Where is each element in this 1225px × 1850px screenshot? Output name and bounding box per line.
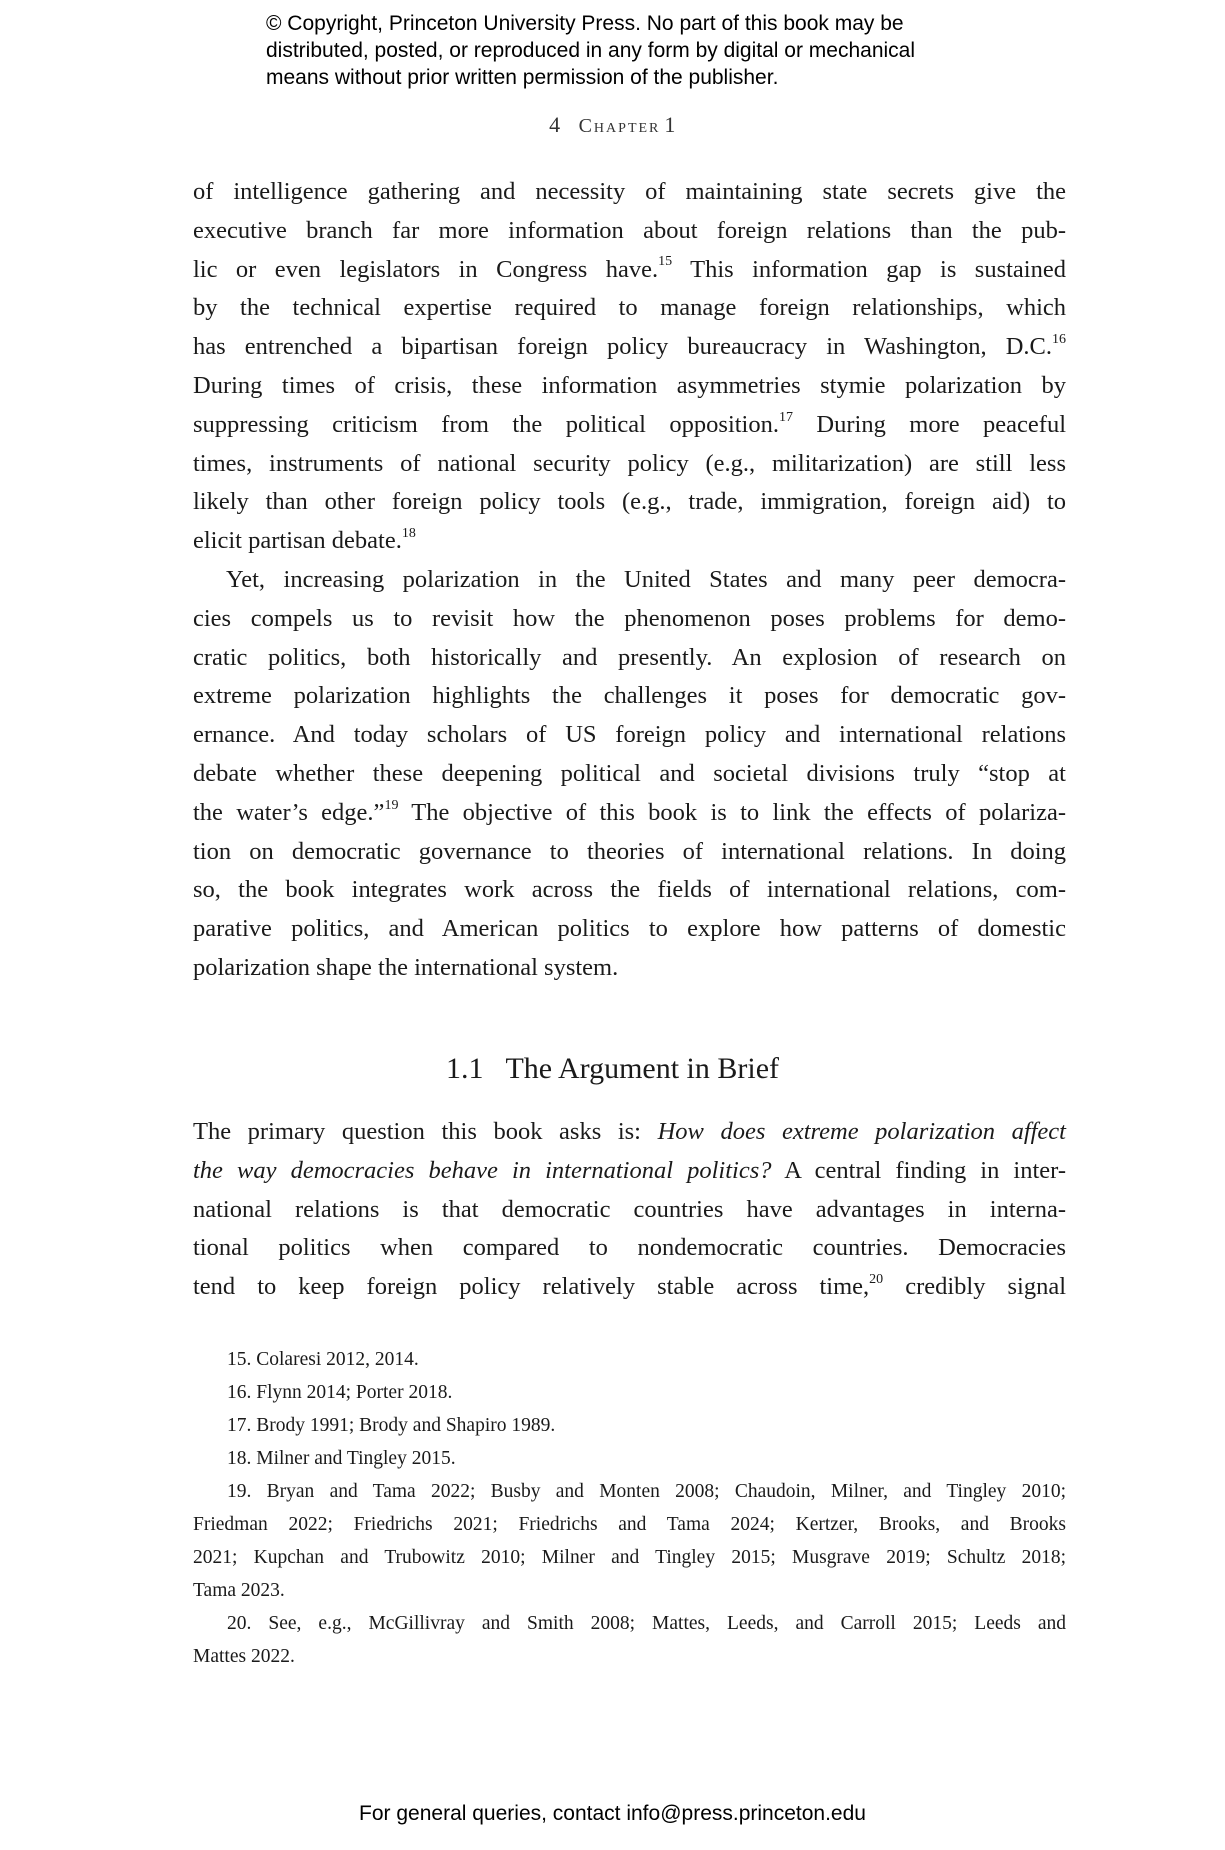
footnote-ref-18[interactable]: 18 (401, 526, 416, 542)
text-segment: suppressing criticism from the political opposition. (193, 410, 779, 438)
text-segment: elicit partisan debate. (193, 527, 402, 555)
text-line: so, the book integrates work across the fields of international relations, com- (193, 876, 1066, 904)
text-line (193, 1268, 1066, 1307)
section-number: 1.1 (445, 1052, 484, 1085)
page-number: 4 (549, 112, 561, 137)
text-line: tion on democratic governance to theories of international relations. In doing (193, 837, 1066, 865)
text-line (193, 522, 1066, 561)
copyright-line: distributed, posted, or reproduced in any form by digital or mechanical (266, 39, 916, 62)
footnote-19-cont: 2021; Kupchan and Trubowitz 2010; Milner and Tingley 2015; Musgrave 2019; Schultz 2018; (193, 1547, 1066, 1568)
text-segment: During more peaceful (793, 410, 1067, 438)
footnote-17: 17. Brody 1991; Brody and Shapiro 1989. (227, 1415, 556, 1436)
text-segment: has entrenched a bipartisan foreign policy bureaucracy in Washington, D.C. (193, 333, 1052, 361)
text-segment: the water’s edge.” (193, 798, 385, 826)
section-title: The Argument in Brief (505, 1052, 780, 1085)
text-line: extreme polarization highlights the challenges it poses for democratic gov- (193, 682, 1066, 710)
text-line: parative politics, and American politics to explore how patterns of domestic (193, 915, 1066, 943)
text-line: tional politics when compared to nondemocratic countries. Democracies (193, 1234, 1066, 1262)
italic-question: How does extreme polarization affect (657, 1118, 1066, 1145)
text-line: of intelligence gathering and necessity of maintaining state secrets give the (193, 178, 1066, 205)
footnote-19: 19. Bryan and Tama 2022; Busby and Monten 2008; Chaudoin, Milner, and Tingley 2010; (227, 1481, 1066, 1502)
text-line (193, 328, 1066, 367)
text-segment: credibly signal (883, 1273, 1066, 1301)
footnote-ref-15[interactable]: 15 (658, 254, 673, 270)
text-line: likely than other foreign policy tools (e.g., trade, immigration, foreign aid) to (193, 488, 1066, 516)
copyright-notice (266, 10, 966, 91)
text-segment: The objective of this book is to link the effects of polariza- (398, 798, 1066, 826)
footnote-ref-20[interactable]: 20 (869, 1272, 884, 1288)
footnote-15: 15. Colaresi 2012, 2014. (227, 1349, 419, 1370)
paragraph-2 (193, 561, 1066, 988)
footer-contact: For general queries, contact info@press.princeton.edu (359, 1802, 866, 1825)
footnote-20-cont: Mattes 2022. (193, 1646, 295, 1667)
text-line (193, 1113, 1066, 1152)
footnote-18: 18. Milner and Tingley 2015. (227, 1448, 456, 1469)
text-segment: lic or even legislators in Congress have. (193, 255, 659, 283)
footnote-ref-17[interactable]: 17 (779, 409, 793, 425)
section-heading (0, 1052, 1225, 1086)
text-line: cies compels us to revisit how the phenomenon poses problems for demo- (193, 604, 1066, 632)
footnote-16: 16. Flynn 2014; Porter 2018. (227, 1382, 453, 1403)
text-line (193, 794, 1066, 833)
copyright-line: © Copyright, Princeton University Press. No part of this book may be (266, 12, 904, 35)
text-line: debate whether these deepening political and societal divisions truly “stop at (193, 759, 1066, 787)
copyright-line: means without prior written permission of the publisher. (266, 66, 779, 89)
text-line: times, instruments of national security policy (e.g., militarization) are still less (193, 449, 1066, 477)
footnote-ref-19[interactable]: 19 (384, 797, 399, 813)
text-line: national relations is that democratic countries have advantages in interna- (193, 1195, 1066, 1223)
text-line: ernance. And today scholars of US foreign policy and international relations (193, 721, 1066, 749)
text-line (193, 1152, 1066, 1191)
text-segment: tend to keep foreign policy relatively stable across time, (193, 1273, 870, 1301)
text-line: Yet, increasing polarization in the United States and many peer democra- (226, 566, 1066, 593)
text-line: During times of crisis, these information asymmetries stymie polarization by (193, 371, 1066, 399)
footnote-20: 20. See, e.g., McGillivray and Smith 2008; Mattes, Leeds, and Carroll 2015; Leeds and (227, 1613, 1066, 1634)
paragraph-3 (193, 1113, 1066, 1307)
text-line: polarization shape the international system. (193, 953, 619, 981)
italic-question: the way democracies behave in international politics? (193, 1156, 772, 1184)
text-line: by the technical expertise required to manage foreign relationships, which (193, 294, 1066, 322)
footnote-ref-16[interactable]: 16 (1052, 332, 1066, 348)
running-head (0, 112, 1225, 138)
text-line: cratic politics, both historically and presently. An explosion of research on (193, 643, 1066, 671)
text-line: executive branch far more information about foreign relations than the pub- (193, 216, 1066, 244)
text-segment: A central finding in inter- (771, 1156, 1066, 1184)
text-segment: This information gap is sustained (672, 255, 1066, 283)
chapter-label: Chapter (578, 115, 661, 137)
footnote-19-cont: Tama 2023. (193, 1580, 285, 1601)
text-line (193, 406, 1066, 445)
footnote-19-cont: Friedman 2022; Friedrichs 2021; Friedrichs and Tama 2024; Kertzer, Brooks, and Brooks (193, 1514, 1066, 1535)
paragraph-1 (193, 173, 1066, 561)
footnotes (193, 1343, 1066, 1673)
text-segment: The primary question this book asks is: (193, 1118, 658, 1145)
text-line (193, 251, 1066, 290)
chapter-number: 1 (664, 112, 676, 137)
